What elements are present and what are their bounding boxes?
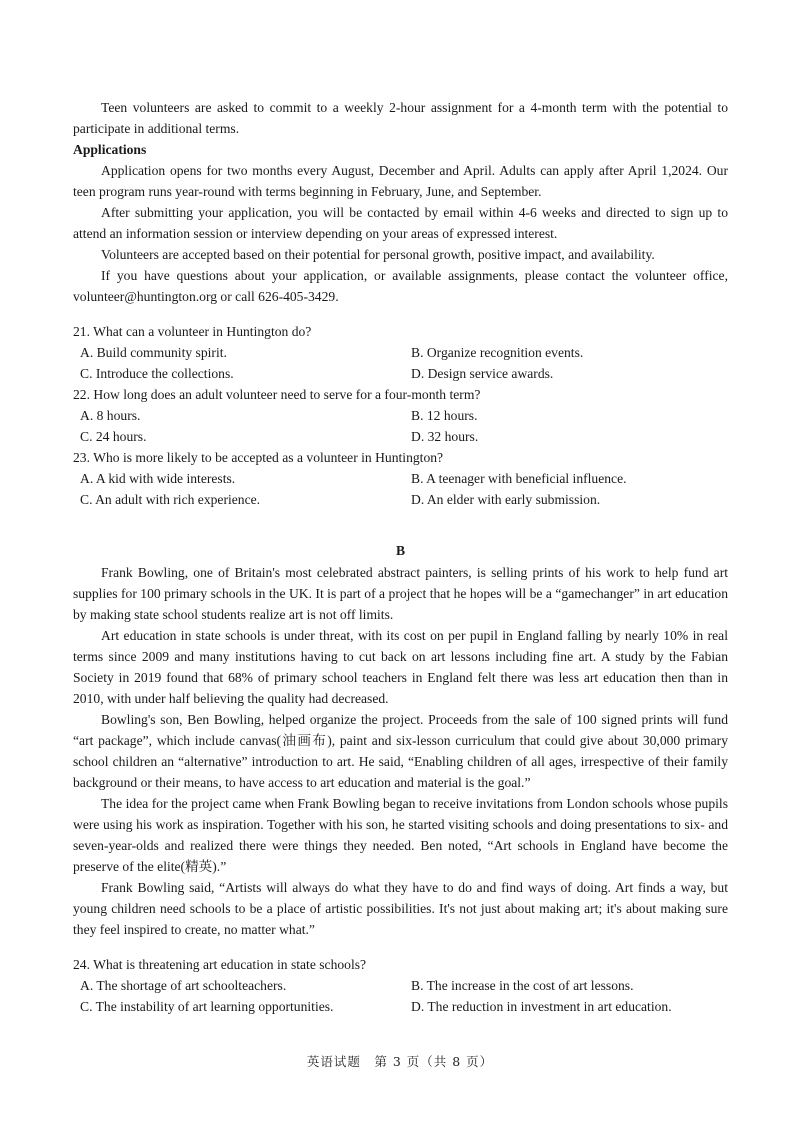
question-stem: 24. What is threatening art education in state schools?	[73, 957, 367, 972]
option-a: A. A kid with wide interests.	[80, 471, 236, 486]
option-a: A. The shortage of art schoolteachers.	[80, 978, 287, 993]
passage-b-paragraph: Art education in state schools is under threat, with its cost on per pupil in England falling by nearly 10% in real terms since 2009 and many institutions having to cut back on art lessons including fine art. A study by the Fabian Society in 2019 found that 68% of primary school teachers in England felt there was less art education then than in 2010, with under half believing the quality had decreased.	[73, 628, 728, 706]
question-stem: 21. What can a volunteer in Huntington do?	[73, 324, 312, 339]
option-c: C. An adult with rich experience.	[80, 492, 261, 507]
passage-b-paragraph: Frank Bowling, one of Britain's most celebrated abstract painters, is selling prints of his work to help fund art supplies for 100 primary schools in the UK. It is part of a project that he hopes will be a “gamechanger” in art education by making state school students realize art is not off limits.	[73, 565, 728, 622]
option-d: D. 32 hours.	[411, 429, 479, 444]
passage-a-paragraph: Application opens for two months every August, December and April. Adults can apply after April 1,2024. Our teen program runs year-round with terms beginning in February, June, and September.	[73, 163, 728, 199]
option-d: D. An elder with early submission.	[411, 492, 601, 507]
option-a: A. 8 hours.	[80, 408, 141, 423]
question-stem: 22. How long does an adult volunteer need to serve for a four-month term?	[73, 387, 481, 402]
exam-page	[73, 97, 728, 1017]
passage-b-paragraph: Bowling's son, Ben Bowling, helped organize the project. Proceeds from the sale of 100 signed prints will fund “art package”, which include canvas(油画布), paint and six-lesson curriculum that could give about 30,000 primary school children an “alternative” introduction to art. He said, “Enabling children of all ages, irrespective of their family background or their means, to have access to art education and material is the goal.”	[73, 712, 728, 790]
option-b: B. Organize recognition events.	[411, 345, 584, 360]
passage-a-paragraph: Teen volunteers are asked to commit to a weekly 2-hour assignment for a 4-month term with the potential to participate in additional terms.	[73, 100, 728, 136]
question-stem: 23. Who is more likely to be accepted as a volunteer in Huntington?	[73, 450, 444, 465]
page-footer: 英语试题 第 3 页（共 8 页）	[306, 1054, 494, 1069]
option-b: B. The increase in the cost of art lessons.	[411, 978, 634, 993]
options	[73, 975, 728, 1017]
question-23	[73, 447, 728, 510]
passage-a-paragraph: Volunteers are accepted based on their potential for personal growth, positive impact, and availability.	[101, 247, 655, 262]
option-d: D. The reduction in investment in art education.	[411, 999, 672, 1014]
question-21	[73, 321, 728, 384]
option-c: C. 24 hours.	[80, 429, 147, 444]
passage-a-paragraph: If you have questions about your application, or available assignments, please contact the volunteer office, volunteer@huntington.org or call 626-405-3429.	[73, 268, 728, 304]
options	[73, 342, 728, 384]
options	[73, 405, 728, 447]
options	[73, 468, 728, 510]
passage-b-paragraph: The idea for the project came when Frank Bowling began to receive invitations from London schools whose pupils were using his work as inspiration. Together with his son, he started visiting schools and doing presentations to six- and seven-year-olds and realized there were things they needed. Ben noted, “Art schools in England have become the preserve of the elite(精英).”	[73, 796, 728, 874]
question-22	[73, 384, 728, 447]
option-b: B. A teenager with beneficial influence.	[411, 471, 627, 486]
option-b: B. 12 hours.	[411, 408, 478, 423]
passage-a-paragraph: After submitting your application, you will be contacted by email within 4-6 weeks and directed to sign up to attend an information session or interview depending on your areas of expressed interest.	[73, 205, 728, 241]
option-c: C. Introduce the collections.	[80, 366, 234, 381]
option-d: D. Design service awards.	[411, 366, 554, 381]
option-a: A. Build community spirit.	[80, 345, 227, 360]
option-c: C. The instability of art learning opportunities.	[80, 999, 334, 1014]
question-24	[73, 954, 728, 1017]
passage-b-paragraph: Frank Bowling said, “Artists will always do what they have to do and find ways of doing. Art finds a way, but young children need schools to be a place of artistic possibilities. It's not just about making art; it's about making sure they feel inspired to create, no matter what.”	[73, 880, 728, 937]
applications-heading: Applications	[73, 142, 147, 157]
section-b-heading: B	[395, 543, 406, 558]
